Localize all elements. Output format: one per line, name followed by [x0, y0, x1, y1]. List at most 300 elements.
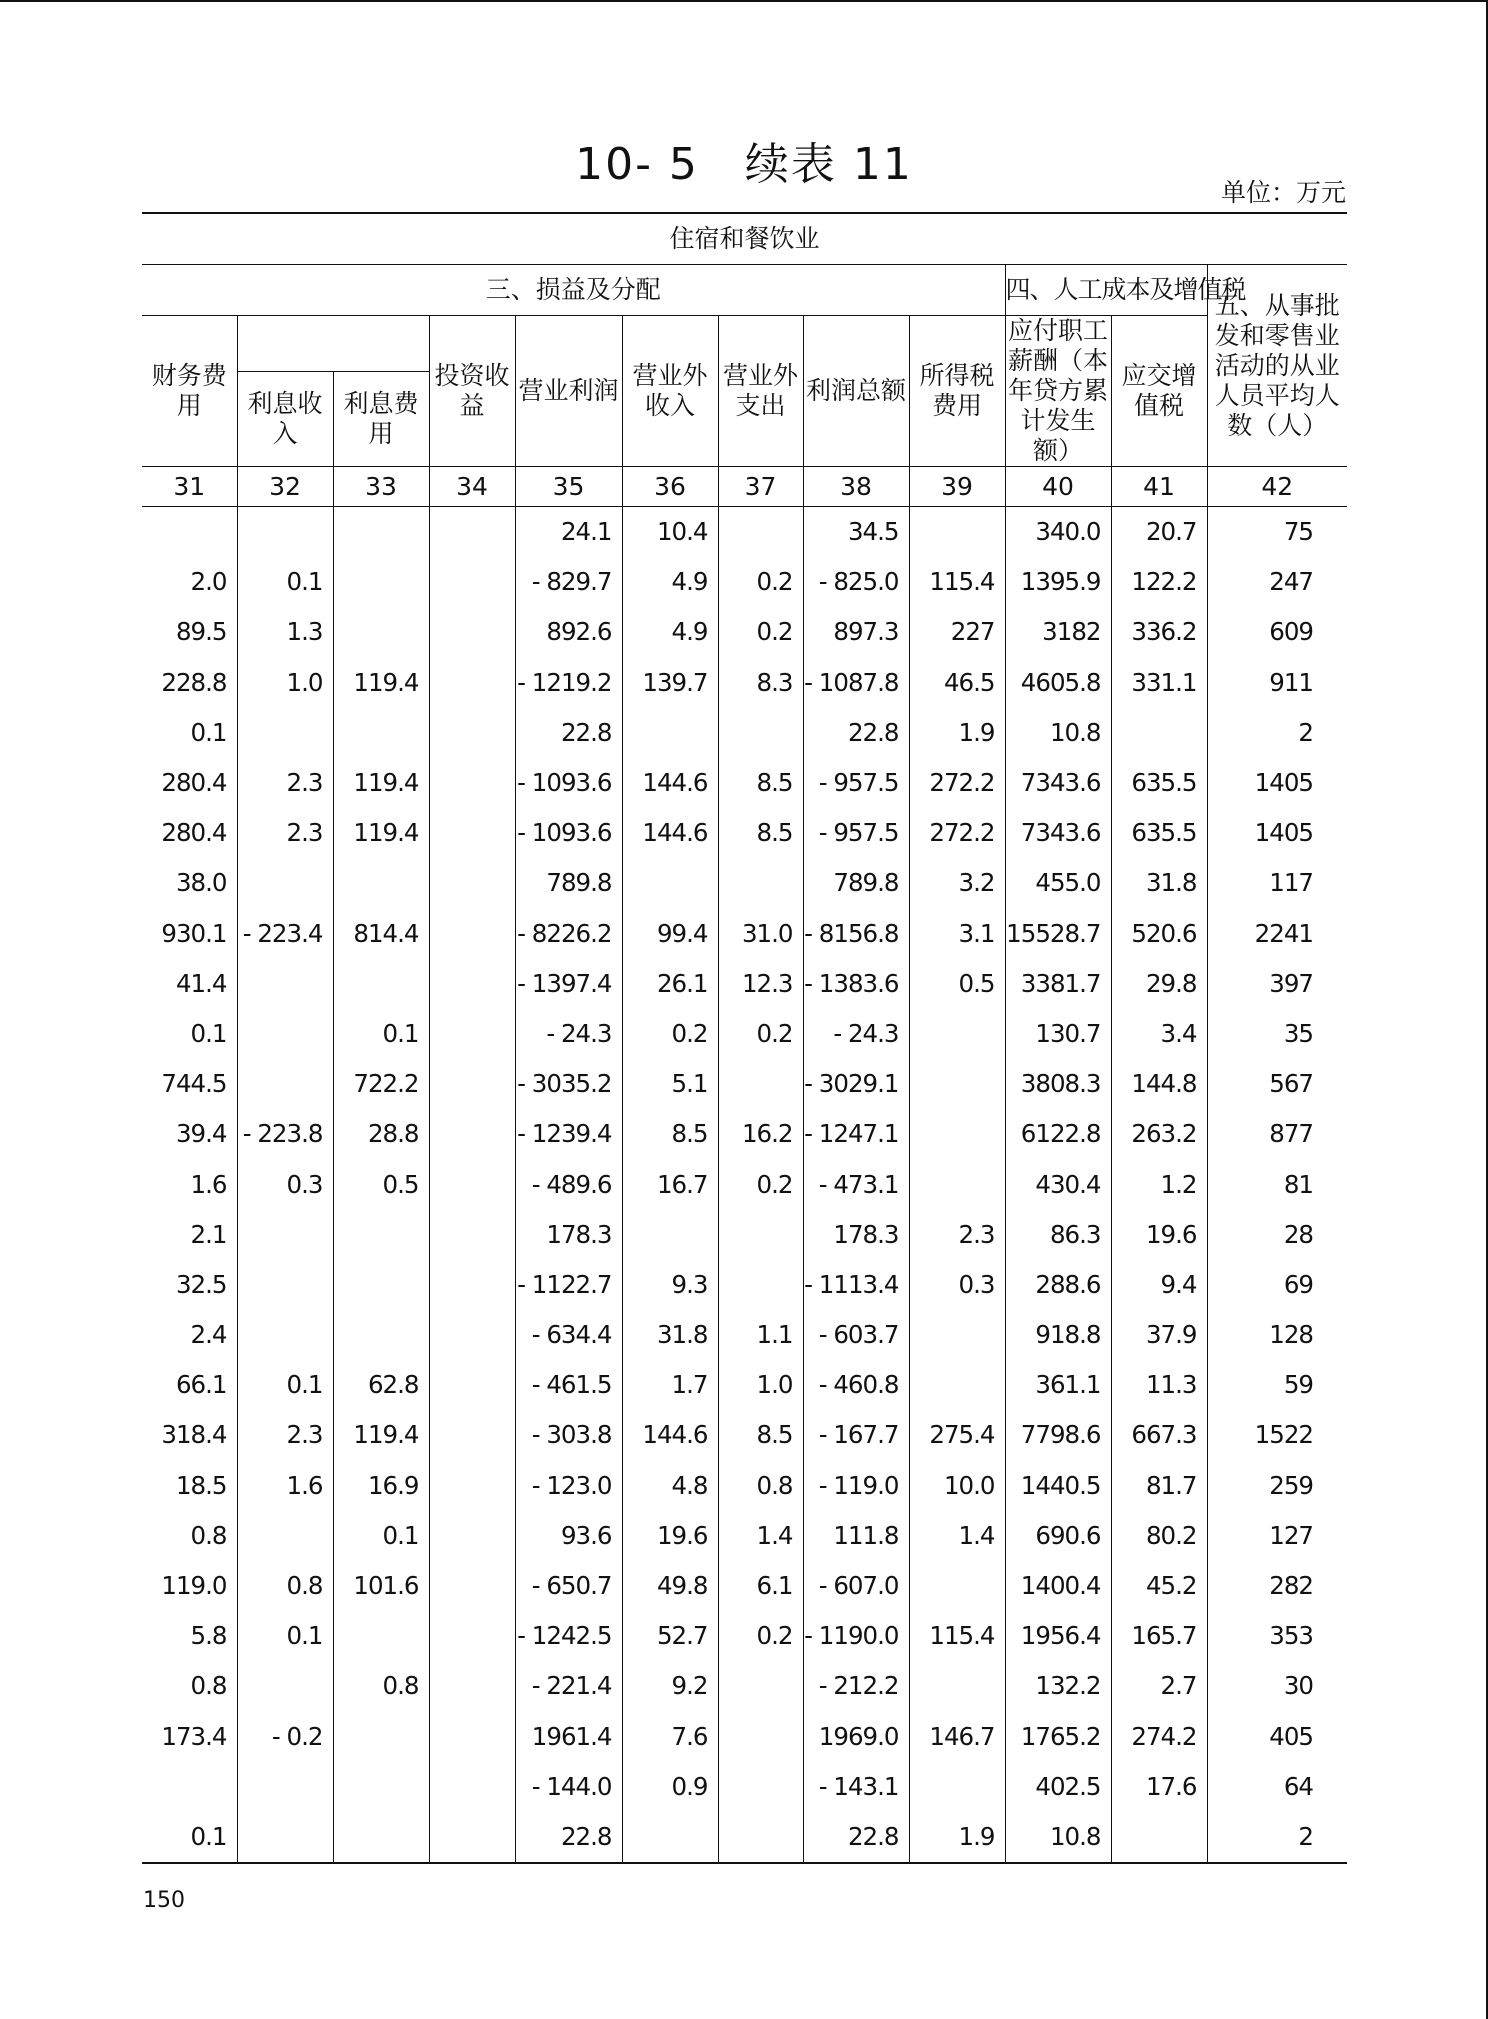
table-cell — [718, 1210, 803, 1260]
table-cell — [237, 1210, 333, 1260]
table-cell: 12.3 — [718, 959, 803, 1009]
table-cell — [429, 1260, 515, 1310]
table-cell — [333, 557, 429, 607]
table-cell: 7343.6 — [1005, 758, 1111, 808]
table-cell: - 1113.4 — [803, 1260, 909, 1310]
table-cell: 37.9 — [1111, 1310, 1207, 1360]
table-cell: - 603.7 — [803, 1310, 909, 1360]
table-cell: 402.5 — [1005, 1762, 1111, 1812]
table-cell: 897.3 — [803, 607, 909, 657]
table-cell: 361.1 — [1005, 1360, 1111, 1410]
table-cell — [333, 1210, 429, 1260]
table-row — [142, 1059, 1347, 1109]
table-cell — [429, 557, 515, 607]
column-number: 40 — [1005, 467, 1111, 507]
table-cell: 0.8 — [190, 1520, 227, 1550]
table-cell — [622, 1210, 718, 1260]
table-cell: 119.4 — [333, 808, 429, 858]
group-header-profit: 三、损益及分配 — [142, 265, 1005, 316]
table-cell — [909, 1059, 1005, 1109]
table-row — [142, 909, 1347, 959]
table-cell — [333, 708, 429, 758]
table-cell — [237, 708, 333, 758]
table-cell: - 119.0 — [803, 1461, 909, 1511]
table-cell: 5.1 — [622, 1059, 718, 1109]
table-cell: 0.2 — [718, 1611, 803, 1661]
table-cell — [429, 909, 515, 959]
table-cell — [333, 1762, 429, 1812]
table-cell: 178.3 — [515, 1210, 622, 1260]
table-cell: 89.5 — [175, 617, 227, 647]
table-cell: 10.8 — [1005, 1812, 1111, 1863]
table-cell — [429, 1762, 515, 1812]
table-cell: 32.5 — [175, 1269, 227, 1299]
table-cell: - 223.8 — [237, 1109, 333, 1159]
table-cell: - 1242.5 — [515, 1611, 622, 1661]
table-cell: 0.2 — [718, 1159, 803, 1209]
table-cell: 81 — [1207, 1159, 1347, 1209]
table-cell: 331.1 — [1111, 658, 1207, 708]
table-cell: 1405 — [1207, 808, 1347, 858]
table-row — [142, 758, 1347, 808]
table-cell: 39.4 — [175, 1119, 227, 1149]
table-cell: 0.1 — [190, 717, 227, 747]
table-cell — [429, 708, 515, 758]
table-cell: - 3035.2 — [515, 1059, 622, 1109]
table-cell — [718, 1812, 803, 1863]
table-cell — [237, 1310, 333, 1360]
table-cell — [718, 1661, 803, 1711]
table-cell: 4.9 — [622, 607, 718, 657]
table-cell: 62.8 — [333, 1360, 429, 1410]
table-cell: 26.1 — [622, 959, 718, 1009]
column-number: 34 — [429, 467, 515, 507]
table-cell — [142, 1762, 237, 1812]
table-cell: 0.1 — [237, 557, 333, 607]
table-cell: - 461.5 — [515, 1360, 622, 1410]
table-cell: 635.5 — [1111, 808, 1207, 858]
table-cell: 19.6 — [1111, 1210, 1207, 1260]
table-cell: 520.6 — [1111, 909, 1207, 959]
table-cell — [333, 1812, 429, 1863]
table-cell: 1765.2 — [1005, 1712, 1111, 1762]
table-cell — [237, 1661, 333, 1711]
table-cell — [333, 959, 429, 1009]
header-40: 应付职工薪酬（本年贷方累计发生额） — [1005, 316, 1111, 467]
table-cell — [429, 858, 515, 908]
header-42: 五、从事批发和零售业活动的从业人员平均人数（人） — [1207, 265, 1347, 467]
table-row — [142, 708, 1347, 758]
table-row — [142, 858, 1347, 908]
table-cell: 59 — [1207, 1360, 1347, 1410]
table-cell: 10.0 — [909, 1461, 1005, 1511]
table-cell: 353 — [1207, 1611, 1347, 1661]
table-cell: 455.0 — [1005, 858, 1111, 908]
table-cell: 2.7 — [1111, 1661, 1207, 1711]
table-cell — [909, 1159, 1005, 1209]
table-cell: 430.4 — [1005, 1159, 1111, 1209]
table-cell: 15528.7 — [1005, 909, 1111, 959]
table-cell: 8.5 — [718, 1410, 803, 1460]
column-number: 38 — [803, 467, 909, 507]
table-cell: 340.0 — [1005, 507, 1111, 558]
table-cell: 0.8 — [237, 1561, 333, 1611]
table-row — [142, 1009, 1347, 1059]
table-cell: 9.2 — [622, 1661, 718, 1711]
table-cell — [429, 1611, 515, 1661]
table-cell: 1.9 — [909, 1812, 1005, 1863]
table-cell: 4605.8 — [1005, 658, 1111, 708]
table-cell — [429, 1210, 515, 1260]
table-cell — [909, 1661, 1005, 1711]
data-table — [142, 212, 1347, 1864]
table-cell: 1522 — [1207, 1410, 1347, 1460]
table-cell: 3.2 — [909, 858, 1005, 908]
table-cell: 8.5 — [622, 1109, 718, 1159]
column-number: 35 — [515, 467, 622, 507]
table-cell: 132.2 — [1005, 1661, 1111, 1711]
table-cell — [718, 507, 803, 558]
table-cell: 38.0 — [175, 868, 227, 898]
table-cell: 6.1 — [718, 1561, 803, 1611]
header-32: 利息收入 — [237, 371, 333, 466]
table-cell: - 473.1 — [803, 1159, 909, 1209]
table-cell: 1.6 — [237, 1461, 333, 1511]
table-cell — [622, 1812, 718, 1863]
table-cell: - 1093.6 — [515, 808, 622, 858]
table-cell: 0.3 — [237, 1159, 333, 1209]
table-cell: 22.8 — [515, 1812, 622, 1863]
table-cell — [333, 858, 429, 908]
top-border — [0, 0, 1488, 2]
table-cell: 8.5 — [718, 808, 803, 858]
table-cell: 75 — [1207, 507, 1347, 558]
table-cell: 1.3 — [237, 607, 333, 657]
table-row — [142, 1762, 1347, 1812]
table-row — [142, 607, 1347, 657]
table-cell: 144.6 — [622, 808, 718, 858]
industry-header: 住宿和餐饮业 — [142, 213, 1347, 265]
table-cell: - 8156.8 — [803, 909, 909, 959]
table-cell — [237, 1762, 333, 1812]
table-cell — [429, 1461, 515, 1511]
table-cell — [237, 1009, 333, 1059]
table-cell: 22.8 — [803, 1812, 909, 1863]
table-cell: 405 — [1207, 1712, 1347, 1762]
unit-label: 单位：万元 — [1220, 178, 1346, 207]
table-cell: 2 — [1207, 1812, 1347, 1863]
table-cell — [429, 959, 515, 1009]
column-number: 37 — [718, 467, 803, 507]
table-cell: 31.8 — [622, 1310, 718, 1360]
table-cell: 0.2 — [718, 557, 803, 607]
table-cell: 46.5 — [909, 658, 1005, 708]
table-cell: 34.5 — [803, 507, 909, 558]
table-cell: 8.3 — [718, 658, 803, 708]
table-cell: 122.2 — [1111, 557, 1207, 607]
table-cell: 930.1 — [161, 918, 227, 948]
table-cell: 1.4 — [909, 1511, 1005, 1561]
table-cell: - 1190.0 — [803, 1611, 909, 1661]
table-cell: 1969.0 — [803, 1712, 909, 1762]
table-cell — [237, 1511, 333, 1561]
table-cell: 1.4 — [718, 1511, 803, 1561]
table-cell: - 957.5 — [803, 808, 909, 858]
table-cell: 722.2 — [333, 1059, 429, 1109]
table-cell: 119.4 — [333, 658, 429, 708]
table-cell — [429, 1159, 515, 1209]
table-cell: 0.5 — [333, 1159, 429, 1209]
table-row — [142, 1310, 1347, 1360]
table-cell — [333, 507, 429, 558]
table-cell — [909, 1109, 1005, 1159]
table-cell: 259 — [1207, 1461, 1347, 1511]
column-number: 31 — [142, 467, 237, 507]
table-cell: 45.2 — [1111, 1561, 1207, 1611]
table-cell — [429, 1360, 515, 1410]
table-cell: 69 — [1207, 1260, 1347, 1310]
table-cell — [429, 1712, 515, 1762]
table-cell: 288.6 — [1005, 1260, 1111, 1310]
table-cell — [429, 1661, 515, 1711]
table-cell: - 825.0 — [803, 557, 909, 607]
table-cell: 1395.9 — [1005, 557, 1111, 607]
column-number: 33 — [333, 467, 429, 507]
table-cell — [622, 858, 718, 908]
table-cell: 3381.7 — [1005, 959, 1111, 1009]
table-cell: 911 — [1207, 658, 1347, 708]
header-39: 所得税费用 — [909, 316, 1005, 467]
table-cell: 1.0 — [237, 658, 333, 708]
table-cell — [237, 858, 333, 908]
table-row — [142, 1210, 1347, 1260]
table-cell: 139.7 — [622, 658, 718, 708]
table-cell — [237, 1059, 333, 1109]
table-cell — [718, 1712, 803, 1762]
table-cell: 24.1 — [515, 507, 622, 558]
table-cell: 52.7 — [622, 1611, 718, 1661]
group-header-labor-cost: 四、人工成本及增值税 — [1005, 265, 1207, 316]
table-cell: - 650.7 — [515, 1561, 622, 1611]
table-cell — [622, 708, 718, 758]
table-cell: 119.4 — [333, 1410, 429, 1460]
table-cell — [333, 1310, 429, 1360]
table-cell — [237, 959, 333, 1009]
table-cell: 275.4 — [909, 1410, 1005, 1460]
table-cell: - 3029.1 — [803, 1059, 909, 1109]
table-cell: 16.9 — [333, 1461, 429, 1511]
table-cell: 1405 — [1207, 758, 1347, 808]
table-cell: 7.6 — [622, 1712, 718, 1762]
table-cell — [429, 1561, 515, 1611]
table-cell: 2.3 — [237, 758, 333, 808]
table-cell: - 24.3 — [803, 1009, 909, 1059]
header-34: 投资收益 — [429, 316, 515, 467]
table-cell: 16.2 — [718, 1109, 803, 1159]
column-number: 39 — [909, 467, 1005, 507]
table-cell: 0.2 — [718, 607, 803, 657]
table-cell: 892.6 — [515, 607, 622, 657]
table-cell — [718, 1762, 803, 1812]
table-cell — [909, 507, 1005, 558]
table-cell: 117 — [1207, 858, 1347, 908]
header-36: 营业外收入 — [622, 316, 718, 467]
table-cell: 3808.3 — [1005, 1059, 1111, 1109]
table-cell — [237, 1812, 333, 1863]
table-cell: 31.8 — [1111, 858, 1207, 908]
table-cell: 119.0 — [161, 1571, 227, 1601]
table-cell: 2 — [1207, 708, 1347, 758]
table-cell: 20.7 — [1111, 507, 1207, 558]
table-cell: - 223.4 — [237, 909, 333, 959]
table-cell: - 8226.2 — [515, 909, 622, 959]
table-row — [142, 1812, 1347, 1863]
table-cell: 567 — [1207, 1059, 1347, 1109]
table-cell — [909, 1762, 1005, 1812]
table-cell: 228.8 — [161, 667, 227, 697]
table-row — [142, 1661, 1347, 1711]
table-cell: 28.8 — [333, 1109, 429, 1159]
table-cell: 49.8 — [622, 1561, 718, 1611]
column-number: 36 — [622, 467, 718, 507]
table-row — [142, 658, 1347, 708]
table-cell: - 634.4 — [515, 1310, 622, 1360]
table-cell: 5.8 — [190, 1621, 227, 1651]
table-cell: 99.4 — [622, 909, 718, 959]
table-cell: 144.6 — [622, 758, 718, 808]
table-cell: 0.1 — [237, 1611, 333, 1661]
table-cell — [429, 1109, 515, 1159]
table-cell — [429, 808, 515, 858]
table-row — [142, 1561, 1347, 1611]
table-cell: 318.4 — [161, 1420, 227, 1450]
table-cell: 280.4 — [161, 768, 227, 798]
table-row — [142, 1159, 1347, 1209]
table-cell: - 303.8 — [515, 1410, 622, 1460]
table-title: 10- 5 续表 11 — [575, 139, 913, 190]
table-cell: 609 — [1207, 607, 1347, 657]
table-cell: 80.2 — [1111, 1511, 1207, 1561]
table-cell: 4.9 — [622, 557, 718, 607]
table-cell: 1.7 — [622, 1360, 718, 1410]
header-35: 营业利润 — [515, 316, 622, 467]
table-cell: 30 — [1207, 1661, 1347, 1711]
table-cell: 101.6 — [333, 1561, 429, 1611]
table-cell: 2.3 — [237, 808, 333, 858]
table-cell — [718, 858, 803, 908]
table-cell: 11.3 — [1111, 1360, 1207, 1410]
table-cell: - 1397.4 — [515, 959, 622, 1009]
table-cell: 3182 — [1005, 607, 1111, 657]
table-cell: 8.5 — [718, 758, 803, 808]
table-cell: 272.2 — [909, 808, 1005, 858]
table-cell: 272.2 — [909, 758, 1005, 808]
table-cell: 0.9 — [622, 1762, 718, 1812]
table-cell: 41.4 — [175, 968, 227, 998]
table-cell — [1111, 1812, 1207, 1863]
table-cell: 111.8 — [803, 1511, 909, 1561]
table-cell — [429, 1511, 515, 1561]
table-cell: 16.7 — [622, 1159, 718, 1209]
table-cell: - 1219.2 — [515, 658, 622, 708]
table-cell — [909, 1009, 1005, 1059]
table-cell — [429, 758, 515, 808]
table-cell: 81.7 — [1111, 1461, 1207, 1511]
header-33: 利息费用 — [333, 371, 429, 466]
table-cell: 9.4 — [1111, 1260, 1207, 1310]
table-cell: 877 — [1207, 1109, 1347, 1159]
table-cell — [429, 607, 515, 657]
table-cell — [429, 507, 515, 558]
table-cell: 0.8 — [718, 1461, 803, 1511]
table-cell: 144.6 — [622, 1410, 718, 1460]
header-41: 应交增值税 — [1111, 316, 1207, 467]
table-cell: 7343.6 — [1005, 808, 1111, 858]
table-cell — [237, 507, 333, 558]
table-cell: 1.2 — [1111, 1159, 1207, 1209]
table-cell: 1.0 — [718, 1360, 803, 1410]
table-cell: 6122.8 — [1005, 1109, 1111, 1159]
table-cell: - 0.2 — [237, 1712, 333, 1762]
table-cell: 66.1 — [175, 1370, 227, 1400]
table-cell: 814.4 — [333, 909, 429, 959]
table-cell: 1.9 — [909, 708, 1005, 758]
table-row — [142, 1260, 1347, 1310]
table-cell: 1961.4 — [515, 1712, 622, 1762]
table-cell: 263.2 — [1111, 1109, 1207, 1159]
table-cell: 1.6 — [190, 1169, 227, 1199]
table-cell: 1400.4 — [1005, 1561, 1111, 1611]
table-cell: 86.3 — [1005, 1210, 1111, 1260]
table-cell: 1440.5 — [1005, 1461, 1111, 1511]
table-cell: 10.8 — [1005, 708, 1111, 758]
table-cell — [429, 1410, 515, 1460]
table-cell: 4.8 — [622, 1461, 718, 1511]
header-38: 利润总额 — [803, 316, 909, 467]
table-cell: 0.1 — [190, 1018, 227, 1048]
table-row — [142, 1410, 1347, 1460]
table-cell — [429, 1310, 515, 1360]
table-cell: 0.1 — [237, 1360, 333, 1410]
table-cell: - 167.7 — [803, 1410, 909, 1460]
table-cell: 165.7 — [1111, 1611, 1207, 1661]
table-cell: 22.8 — [803, 708, 909, 758]
table-cell: 690.6 — [1005, 1511, 1111, 1561]
table-cell: - 607.0 — [803, 1561, 909, 1611]
table-cell: 115.4 — [909, 1611, 1005, 1661]
table-cell: 2.0 — [190, 567, 227, 597]
column-number: 41 — [1111, 467, 1207, 507]
table-cell — [429, 1059, 515, 1109]
table-cell: 10.4 — [622, 507, 718, 558]
table-cell: 2.1 — [190, 1219, 227, 1249]
table-row — [142, 1461, 1347, 1511]
table-cell — [142, 507, 237, 558]
table-cell: 282 — [1207, 1561, 1347, 1611]
table-cell: 280.4 — [161, 818, 227, 848]
table-cell: - 1087.8 — [803, 658, 909, 708]
table-row — [142, 507, 1347, 558]
table-cell: - 123.0 — [515, 1461, 622, 1511]
table-cell — [718, 1260, 803, 1310]
table-cell: 789.8 — [515, 858, 622, 908]
table-cell: - 1247.1 — [803, 1109, 909, 1159]
table-cell: 93.6 — [515, 1511, 622, 1561]
table-cell: 130.7 — [1005, 1009, 1111, 1059]
table-cell: 274.2 — [1111, 1712, 1207, 1762]
table-cell — [333, 1712, 429, 1762]
table-cell: - 957.5 — [803, 758, 909, 808]
